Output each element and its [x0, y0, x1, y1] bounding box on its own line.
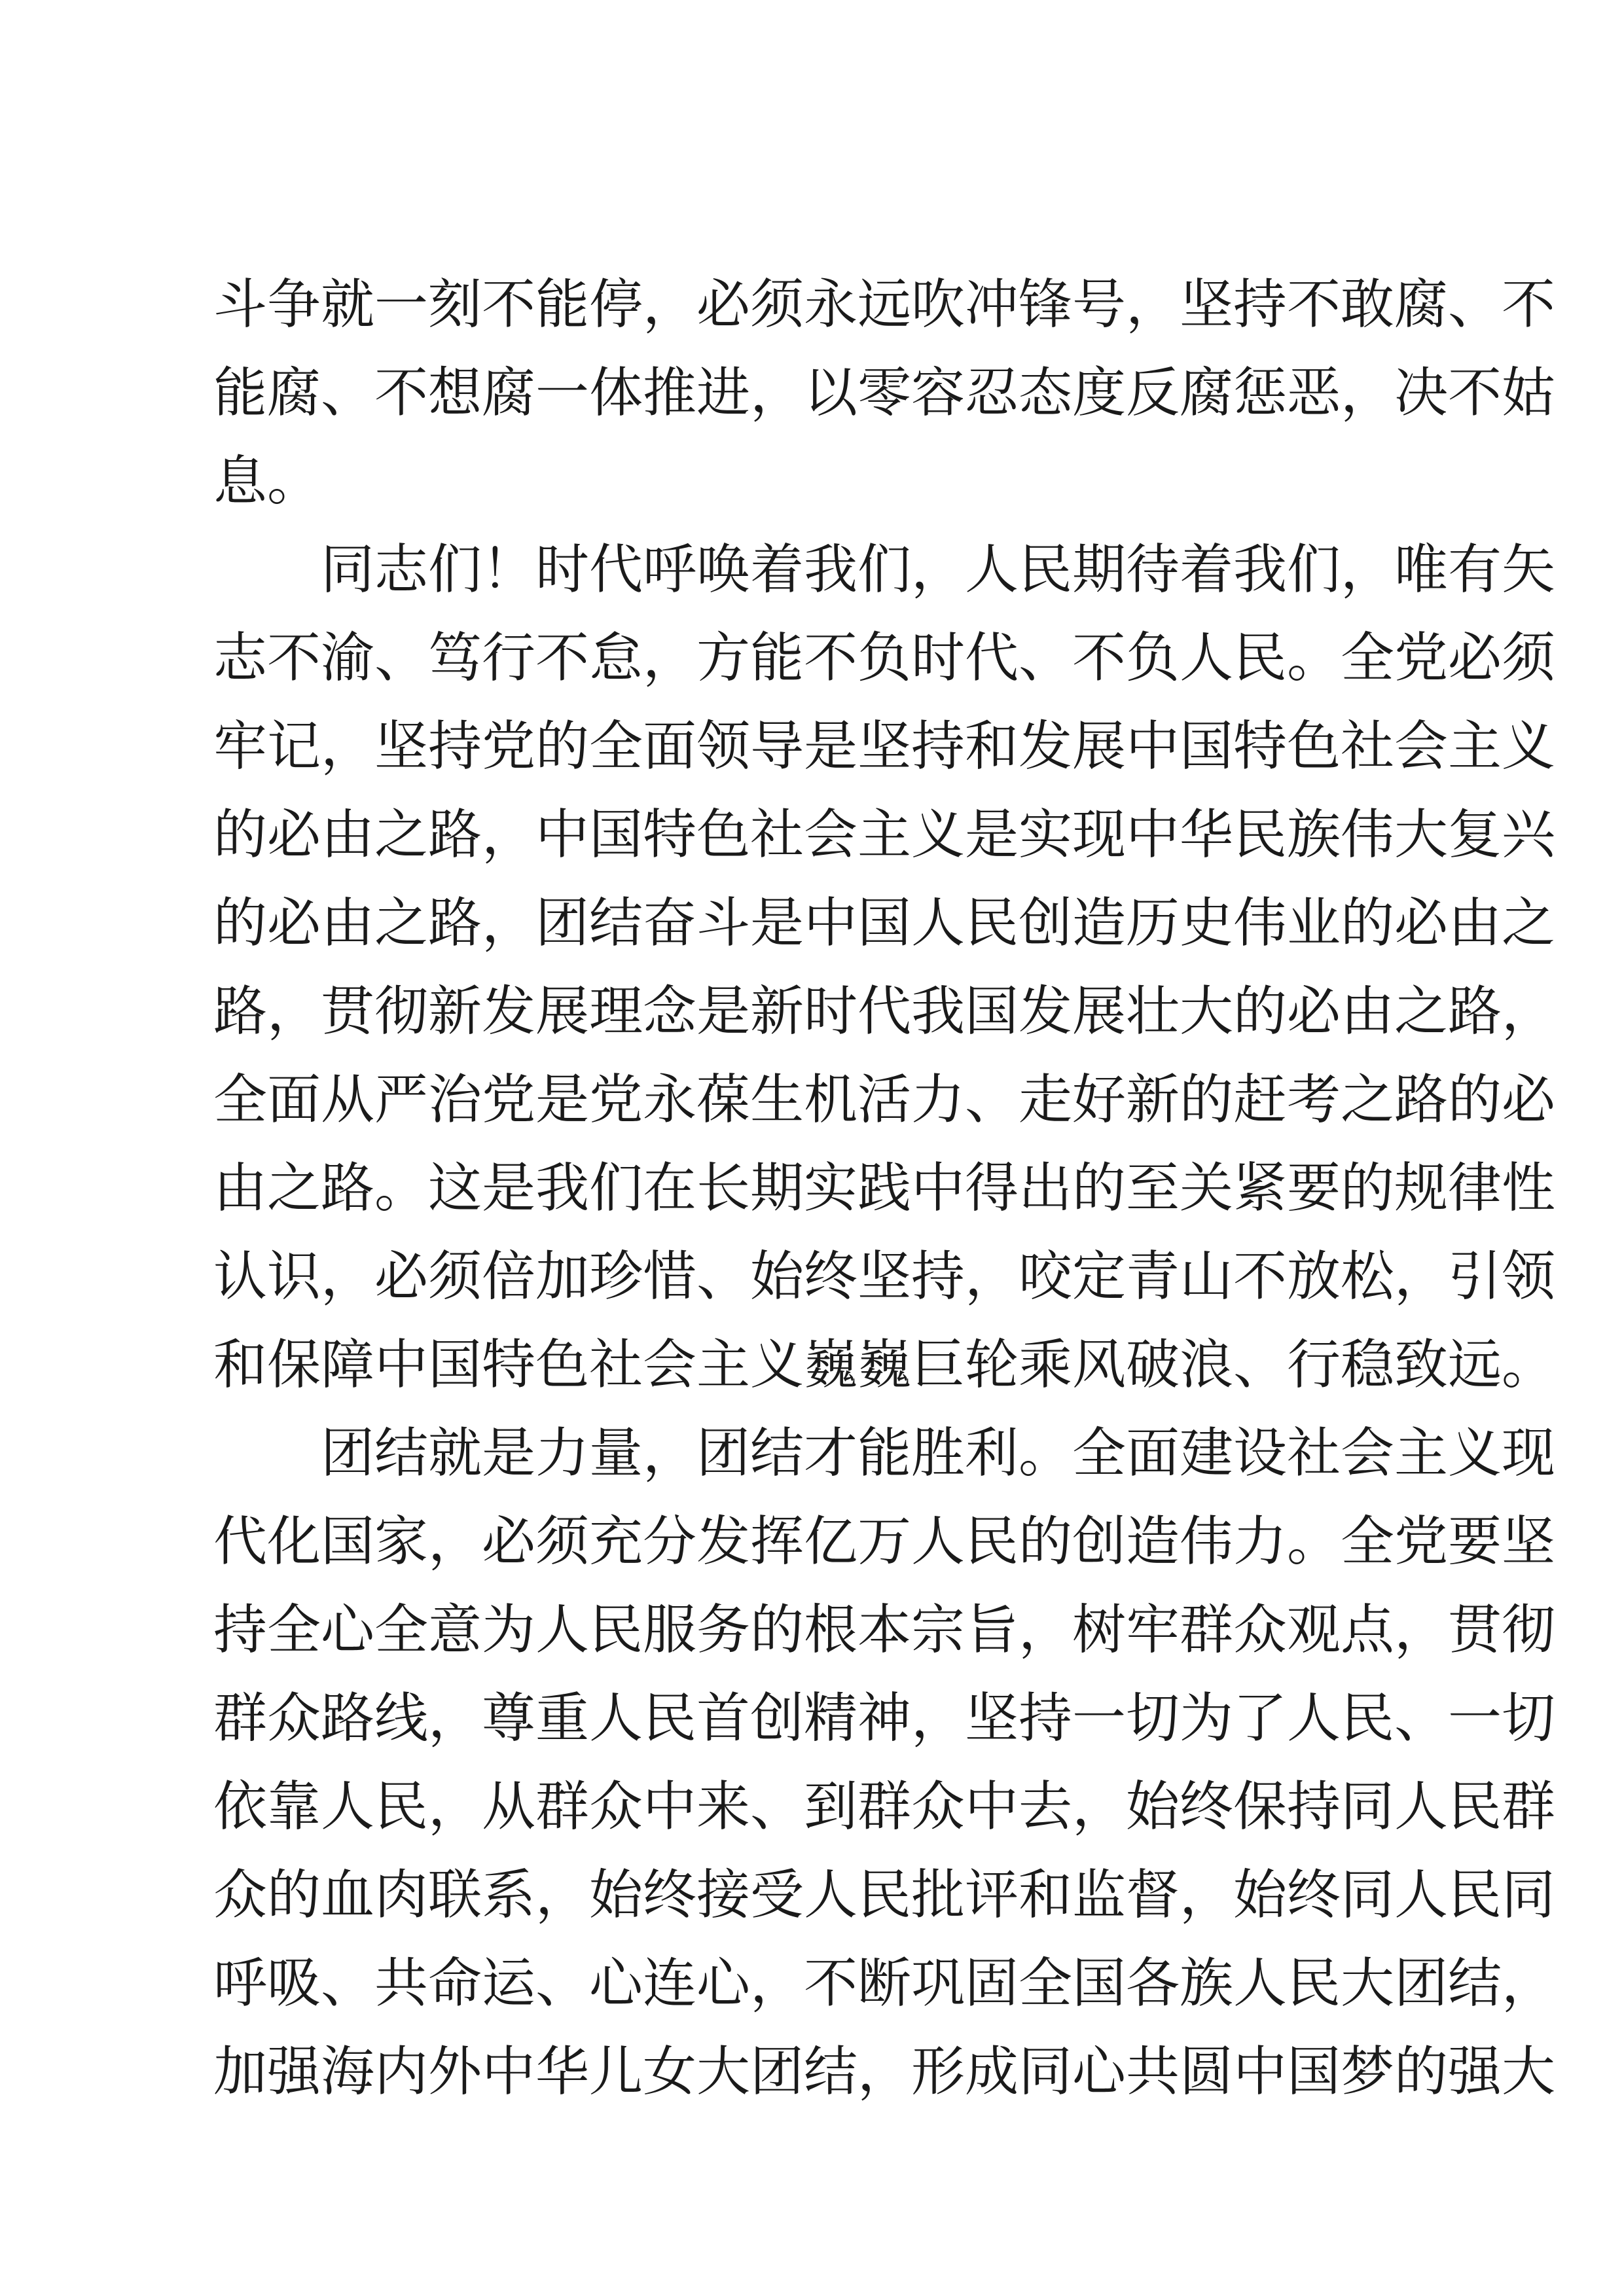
paragraph-2-line-4: 的必由之路，中国特色社会主义是实现中华民族伟大复兴: [213, 804, 1556, 866]
paragraph-2-line-2: 志不渝、笃行不怠，方能不负时代、不负人民。全党必须: [213, 627, 1556, 689]
body-text: [213, 260, 1556, 2116]
paragraph-2-line-5: 的必由之路，团结奋斗是中国人民创造历史伟业的必由之: [213, 892, 1556, 954]
paragraph-2-line-3: 牢记，坚持党的全面领导是坚持和发展中国特色社会主义: [213, 715, 1556, 778]
paragraph-1-line-1: 斗争就一刻不能停，必须永远吹冲锋号，坚持不敢腐、不: [213, 274, 1556, 336]
paragraph-1-line-2: 能腐、不想腐一体推进，以零容忍态度反腐惩恶，决不姑: [213, 362, 1556, 424]
paragraph-2-line-6: 路，贯彻新发展理念是新时代我国发展壮大的必由之路，: [213, 980, 1556, 1043]
paragraph-3-line-3: 持全心全意为人民服务的根本宗旨，树牢群众观点，贯彻: [213, 1599, 1556, 1661]
paragraph-2-line-10: 和保障中国特色社会主义巍巍巨轮乘风破浪、行稳致远。: [213, 1334, 1556, 1396]
paragraph-2-line-7: 全面从严治党是党永葆生机活力、走好新的赶考之路的必: [213, 1069, 1556, 1131]
paragraph-2-line-8: 由之路。这是我们在长期实践中得出的至关紧要的规律性: [213, 1157, 1556, 1219]
paragraph-3-line-6: 众的血肉联系，始终接受人民批评和监督，始终同人民同: [213, 1864, 1556, 1926]
paragraph-2-line-1: 同志们！时代呼唤着我们，人民期待着我们，唯有矢: [321, 539, 1556, 601]
paragraph-1-line-3: 息。: [213, 450, 321, 512]
paragraph-3-line-8: 加强海内外中华儿女大团结，形成同心共圆中国梦的强大: [213, 2041, 1556, 2103]
paragraph-3-line-7: 呼吸、共命运、心连心，不断巩固全国各族人民大团结，: [213, 1952, 1556, 2015]
paragraph-3-line-5: 依靠人民，从群众中来、到群众中去，始终保持同人民群: [213, 1776, 1556, 1838]
paragraph-3-line-1: 团结就是力量，团结才能胜利。全面建设社会主义现: [321, 1422, 1556, 1484]
paragraph-2-line-9: 认识，必须倍加珍惜、始终坚持，咬定青山不放松，引领: [213, 1246, 1556, 1308]
paragraph-3-line-4: 群众路线，尊重人民首创精神，坚持一切为了人民、一切: [213, 1687, 1556, 1749]
paragraph-3-line-2: 代化国家，必须充分发挥亿万人民的创造伟力。全党要坚: [213, 1511, 1556, 1573]
